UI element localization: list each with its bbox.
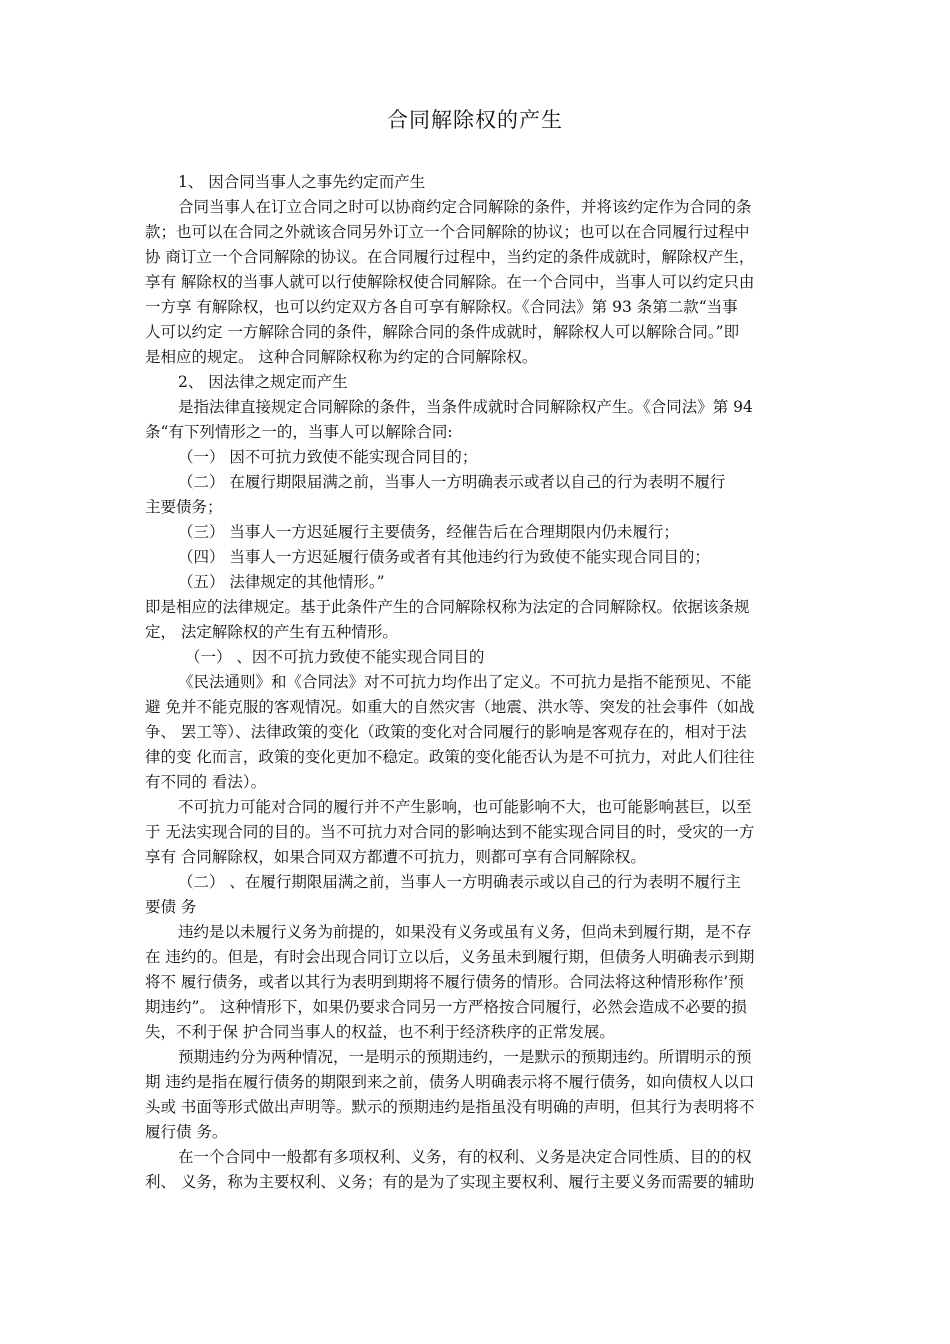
text-line: （五） 法律规定的其他情形。”	[178, 573, 385, 591]
text-line: 《民法通则》和《合同法》对不可抗力均作出了定义。不可抗力是指不能预见、不能	[178, 673, 752, 691]
text-line: （一） 、因不可抗力致使不能实现合同目的	[185, 648, 485, 666]
text-line: 是指法律直接规定合同解除的条件，当条件成就时合同解除权产生。《合同法》第 94	[178, 398, 753, 416]
text-line: 合同当事人在订立合同之时可以协商约定合同解除的条件，并将该约定作为合同的条	[178, 198, 752, 216]
text-line: 将不 履行债务，或者以其行为表明到期将不履行债务的情形。合同法将这种情形称作’预	[145, 973, 744, 991]
text-line: 头或 书面等形式做出声明等。默示的预期违约是指虽没有明确的声明，但其行为表明将不	[145, 1098, 755, 1116]
text-line: （二） 、在履行期限届满之前，当事人一方明确表示或以自己的行为表明不履行主	[178, 873, 741, 891]
document-title: 合同解除权的产生	[387, 108, 563, 132]
text-line: （四） 当事人一方迟延履行债务或者有其他违约行为致使不能实现合同目的；	[178, 548, 710, 566]
text-line: 一方享 有解除权，也可以约定双方各自可享有解除权。《合同法》第 93 条第二款“当事	[145, 298, 738, 316]
text-line: 2、 因法律之规定而产生	[178, 373, 348, 391]
text-line: 条“有下列情形之一的，当事人可以解除合同:	[145, 423, 453, 441]
text-line: 不可抗力可能对合同的履行并不产生影响，也可能影响不大，也可能影响甚巨，以至	[178, 798, 752, 816]
text-line: 1、 因合同当事人之事先约定而产生	[178, 173, 426, 191]
text-line: 即是相应的法律规定。基于此条件产生的合同解除权称为法定的合同解除权。依据该条规	[145, 598, 750, 616]
text-line: 期违约”。 这种情形下，如果仍要求合同另一方严格按合同履行，必然会造成不必要的损	[145, 998, 747, 1016]
text-line: 主要债务；	[145, 498, 223, 516]
text-line: 利、 义务，称为主要权利、义务；有的是为了实现主要权利、履行主要义务而需要的辅助	[145, 1173, 755, 1191]
text-line: 律的变 化而言，政策的变化更加不稳定。政策的变化能否认为是不可抗力，对此人们往往	[145, 748, 755, 766]
text-line: 失，不利于保 护合同当事人的权益，也不利于经济秩序的正常发展。	[145, 1023, 615, 1041]
text-line: 预期违约分为两种情况，一是明示的预期违约，一是默示的预期违约。所谓明示的预	[178, 1048, 752, 1066]
text-line: 协 商订立一个合同解除的协议。在合同履行过程中，当约定的条件成就时，解除权产生，	[145, 248, 755, 266]
text-line: 享有 合同解除权，如果合同双方都遭不可抗力，则都可享有合同解除权。	[145, 848, 646, 866]
text-line: 款；也可以在合同之外就该合同另外订立一个合同解除的协议；也可以在合同履行过程中	[145, 223, 750, 241]
text-line: 在 违约的。但是，有时会出现合同订立以后，义务虽未到履行期，但债务人明确表示到期	[145, 948, 755, 966]
text-line: 违约是以未履行义务为前提的，如果没有义务或虽有义务，但尚未到履行期，是不存	[178, 923, 752, 941]
text-line: 履行债 务。	[145, 1123, 228, 1141]
text-line: 避 免并不能克服的客观情况。如重大的自然灾害（地震、洪水等、突发的社会事件（如战	[145, 698, 755, 716]
text-line: 人可以约定 一方解除合同的条件，解除合同的条件成就时，解除权人可以解除合同。”即	[145, 323, 740, 341]
text-line: 定， 法定解除权的产生有五种情形。	[145, 623, 398, 641]
text-line: 在一个合同中一般都有多项权利、义务，有的权利、义务是决定合同性质、目的的权	[178, 1148, 752, 1166]
text-line: 是相应的规定。 这种合同解除权称为约定的合同解除权。	[145, 348, 538, 366]
text-line: 要债 务	[145, 898, 197, 916]
text-line: 期 违约是指在履行债务的期限到来之前，债务人明确表示将不履行债务，如向债权人以口	[145, 1073, 755, 1091]
text-line: 于 无法实现合同的目的。当不可抗力对合同的影响达到不能实现合同目的时，受灾的一方	[145, 823, 755, 841]
text-line: 争、 罢工等）、法律政策的变化（政策的变化对合同履行的影响是客观存在的，相对于法	[145, 723, 747, 741]
text-line: （二） 在履行期限届满之前，当事人一方明确表示或者以自己的行为表明不履行	[178, 473, 726, 491]
text-line: 享有 解除权的当事人就可以行使解除权使合同解除。在一个合同中，当事人可以约定只由	[145, 273, 755, 291]
text-line: （一） 因不可抗力致使不能实现合同目的；	[178, 448, 478, 466]
text-line: 有不同的 看法）。	[145, 773, 267, 791]
text-line: （三） 当事人一方迟延履行主要债务，经催告后在合理期限内仍未履行；	[178, 523, 679, 541]
